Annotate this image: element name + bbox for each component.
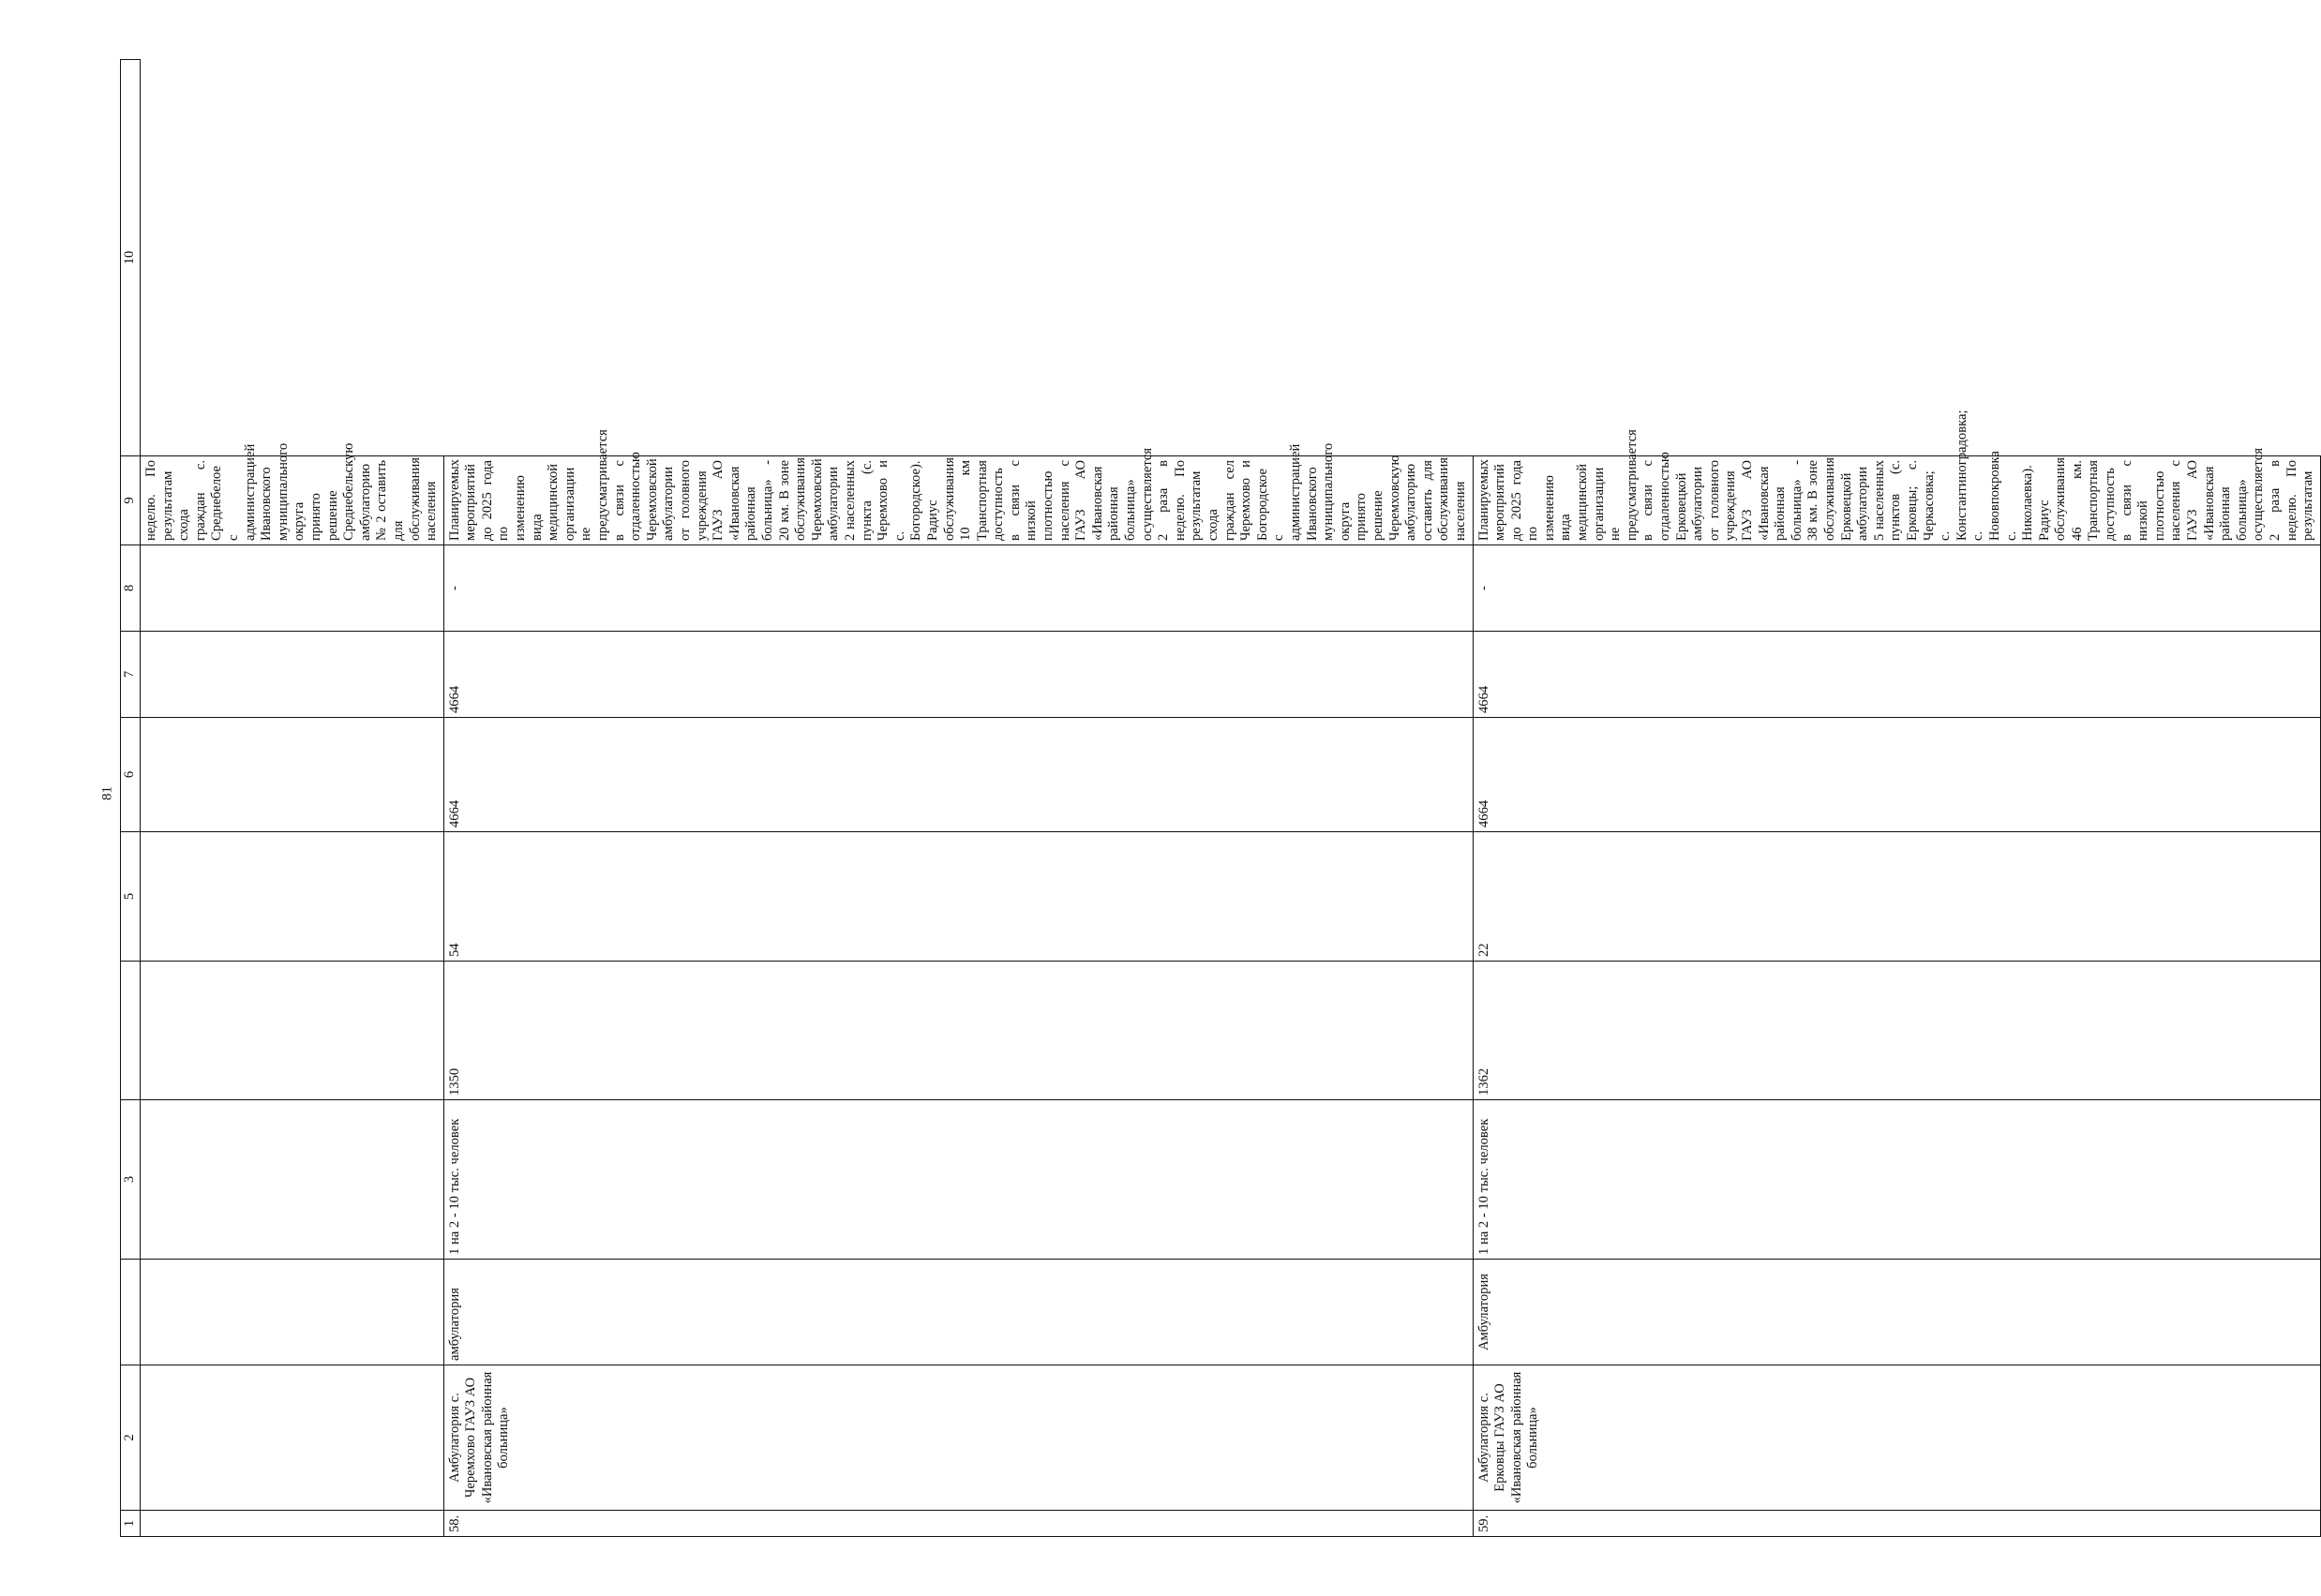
header-cell: 3: [121, 1100, 141, 1260]
facility-name-cell: [141, 1365, 444, 1511]
value-cell: 22: [1473, 832, 2320, 962]
value-cell: 4664: [1473, 632, 2320, 718]
facility-name-cell: Амбулатория с. Черемхово ГАУЗ АО «Ивановская районная больница»: [443, 1365, 1473, 1511]
value-cell: -: [1473, 545, 2320, 632]
value-cell: [141, 832, 444, 962]
value-cell: [141, 545, 444, 632]
value-cell: 4664: [443, 632, 1473, 718]
facility-name-cell: Амбулатория с. Ерковцы ГАУЗ АО «Ивановская районная больница»: [1473, 1365, 2320, 1511]
facility-type-cell: [141, 1260, 444, 1365]
comment-cell: неделю. По результатам схода граждан с. Среднебелое с администрацией Ивановского муниципального округа принято решение Среднебельскую амбулаторию № 2 оставить для обслуживания населения: [141, 456, 444, 545]
header-row: [121, 60, 141, 1537]
row-number-cell: 58.: [443, 1511, 1473, 1537]
facility-type-cell: Амбулатория: [1473, 1260, 2320, 1365]
norm-cell: 1 на 2 - 10 тыс. человек: [1473, 1100, 2320, 1260]
header-cell: 9: [121, 456, 141, 545]
header-cell: 10: [121, 60, 141, 456]
table-row: [141, 60, 444, 1537]
value-cell: 4664: [443, 718, 1473, 832]
value-cell: 4664: [1473, 718, 2320, 832]
document-table-sheet: [120, 60, 2316, 1537]
value-cell: [141, 962, 444, 1100]
value-cell: [141, 718, 444, 832]
norm-cell: 1 на 2 - 10 тыс. человек: [443, 1100, 1473, 1260]
value-cell: 1362: [1473, 962, 2320, 1100]
header-cell: [121, 1260, 141, 1365]
comment-cell: Планируемых мероприятий до 2025 года по изменению вида медицинской организации не предусматривается в связи с отдаленностью Ерковецкой амбулатории от головного учреждения ГАУЗ АО «Ивановская районная больница» - 38 км. В зоне обслуживания Ерковецкой амбулатории 5 населенных пунктов (с. Ерковцы; с. Черкасовка; с. Константиноградовка; с. Нововпокровка с. Николаевка). Радиус обслуживания 46 км. Транспортная доступность в связи с низкой плотностью населения с ГАУЗ АО «Ивановская районная больница» осуществляется 2 раза в неделю. По результатам: [1473, 456, 2320, 545]
facilities-table: [120, 59, 2321, 1537]
header-cell: 5: [121, 832, 141, 962]
table-row: [1473, 60, 2320, 1537]
value-cell: 54: [443, 832, 1473, 962]
value-cell: 1350: [443, 962, 1473, 1100]
header-cell: 1: [121, 1511, 141, 1537]
value-cell: [141, 632, 444, 718]
table-row: [443, 60, 1473, 1537]
header-cell: 6: [121, 718, 141, 832]
row-number-cell: [141, 1511, 444, 1537]
value-cell: -: [443, 545, 1473, 632]
comment-cell: Планируемых мероприятий до 2025 года по изменению вида медицинской организации не предусматривается в связи с отдаленностью Черемховской амбулатории от головного учреждения ГАУЗ АО «Ивановская районная больница» - 20 км. В зоне обслуживания Черемховской амбулатории 2 населенных пункта (с. Черемхово и с. Богородское). Радиус обслуживания 10 км Транспортная доступность в связи с низкой плотностью населения с ГАУЗ АО «Ивановская районная больница» осуществляется 2 раза в неделю. По результатам схода граждан сел Черемхово и Богородское с администрацией Ивановского муниципального округа принято решение Черемховскую амбулаторию оставить для обслуживания населения: [443, 456, 1473, 545]
header-cell: 8: [121, 545, 141, 632]
header-cell: 2: [121, 1365, 141, 1511]
page-number: 81: [99, 786, 115, 800]
norm-cell: [141, 1100, 444, 1260]
row-number-cell: 59.: [1473, 1511, 2320, 1537]
facility-type-cell: амбулатория: [443, 1260, 1473, 1365]
header-cell: [121, 962, 141, 1100]
header-cell: 7: [121, 632, 141, 718]
